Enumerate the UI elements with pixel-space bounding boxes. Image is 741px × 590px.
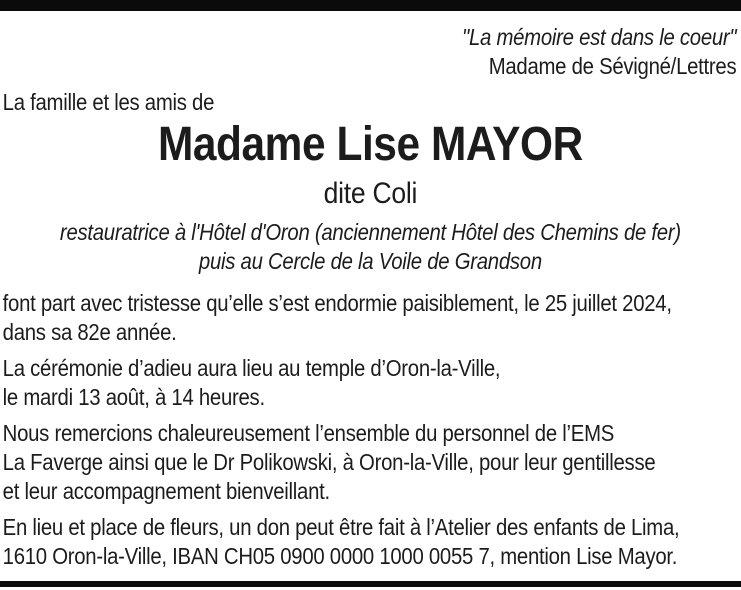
paragraph-line: En lieu et place de fleurs, un don peut être fait à l’Atelier des enfants de Lima,: [2, 514, 680, 540]
paragraph-line: La Faverge ainsi que le Dr Polikowski, à Oron-la-Ville, pour leur gentillesse: [2, 449, 656, 475]
paragraph-line: 1610 Oron-la-Ville, IBAN CH05 0900 0000 1000 0055 7, mention Lise Mayor.: [2, 543, 678, 569]
epigraph-quote: "La mémoire est dans le coeur": [462, 24, 737, 50]
paragraph-line: La cérémonie d’adieu aura lieu au temple d’Oron-la-Ville,: [2, 355, 501, 381]
paragraph-line: Nous remercions chaleureusement l’ensemble du personnel de l’EMS: [2, 420, 615, 446]
notice-body: [0, 289, 741, 571]
paragraph-announcement: [3, 289, 738, 347]
paragraph-line: font part avec tristesse qu’elle s’est endormie paisiblement, le 25 juillet 2024,: [2, 290, 672, 316]
epigraph-block: [0, 11, 741, 81]
paragraph-line: dans sa 82e année.: [2, 319, 177, 345]
paragraph-thanks: [3, 419, 738, 506]
paragraph-line: et leur accompagnement bienveillant.: [2, 478, 330, 504]
obituary-notice: [0, 11, 741, 571]
profession-block: [0, 218, 741, 276]
deceased-nickname: dite Coli: [323, 177, 418, 210]
paragraph-line: le mardi 13 août, à 14 heures.: [2, 384, 265, 410]
top-border-rule: [0, 0, 741, 11]
paragraph-ceremony: [3, 354, 738, 412]
bottom-border-rule: [0, 581, 741, 587]
profession-line-1: restauratrice à l'Hôtel d'Oron (anciennement Hôtel des Chemins de fer): [59, 219, 681, 245]
paragraph-donations: [3, 513, 738, 571]
epigraph-attribution: Madame de Sévigné/Lettres: [488, 53, 737, 79]
intro-line: La famille et les amis de: [2, 89, 215, 115]
profession-line-2: puis au Cercle de la Voile de Grandson: [198, 248, 542, 274]
deceased-name: Madame Lise MAYOR: [157, 118, 583, 171]
